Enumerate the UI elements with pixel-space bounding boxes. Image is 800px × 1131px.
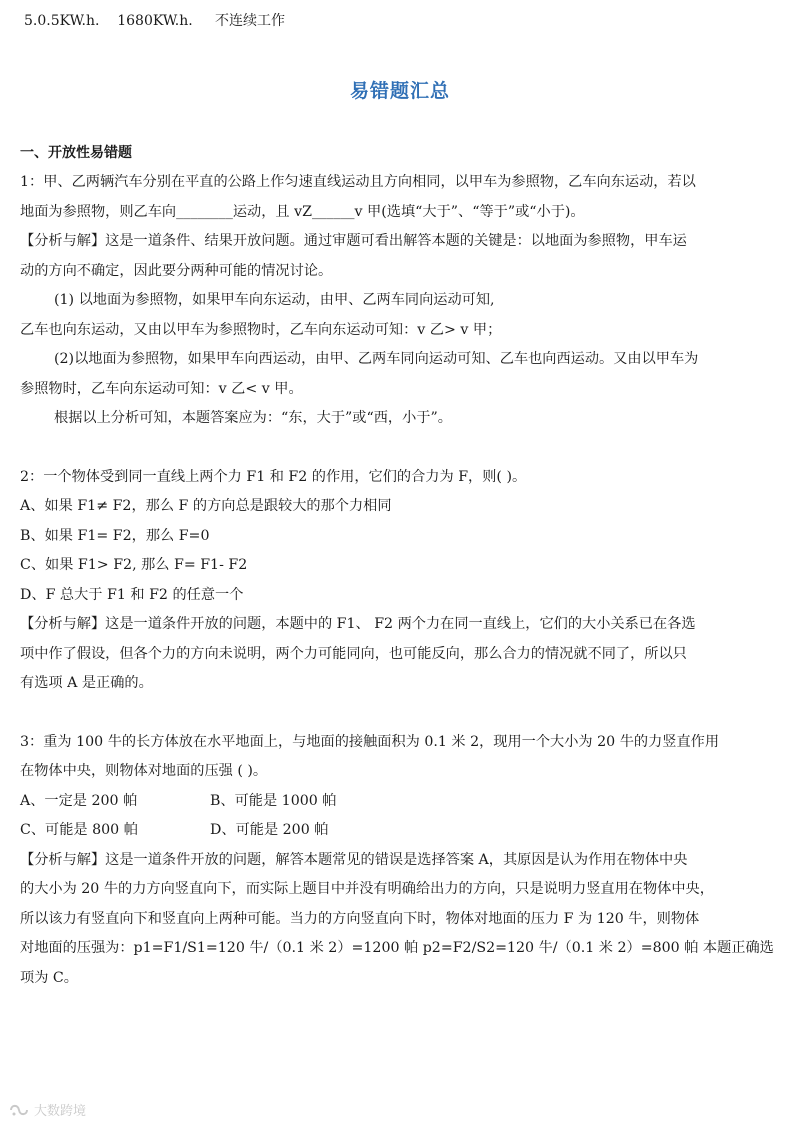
q1-conclusion: 根据以上分析可知，本题答案应为：“东，大于”或“西，小于”。 xyxy=(54,410,452,426)
q3-option-row xyxy=(20,787,780,817)
watermark xyxy=(8,1100,86,1119)
header-line: 5.0.5KW.h. 1680KW.h. 不连续工作 xyxy=(24,13,285,29)
q1-case2-line: (2)以地面为参照物，如果甲车向西运动，由甲、乙两车同向运动可知、乙车也向西运动。又由以甲车为 xyxy=(54,351,699,367)
q3-analysis-line: 所以该力有竖直向下和竖直向上两种可能。当力的方向竖直向下时，物体对地面的压力 F 为 120 牛，则物体 xyxy=(20,910,700,927)
section-title: 一、开放性易错题 xyxy=(20,145,132,161)
q3-option-a: A、一定是 200 帕 xyxy=(20,792,138,809)
q2-stem: 2：一个物体受到同一直线上两个力 F1 和 F2 的作用，它们的合力为 F，则( )。 xyxy=(20,468,527,485)
q2-option: C、如果 F1> F2, 那么 F= F1- F2 xyxy=(20,557,248,573)
q2-analysis-line: 有选项 A 是正确的。 xyxy=(20,675,153,691)
q1-line: 1：甲、乙两辆汽车分别在平直的公路上作匀速直线运动且方向相同，以甲车为参照物，乙车向东运动，若以 xyxy=(20,174,696,190)
q1-analysis-line: 【分析与解】这是一道条件、结果开放问题。通过审题可看出解答本题的关键是：以地面为参照物，甲车运 xyxy=(20,233,687,249)
document-body xyxy=(20,138,780,993)
q1-case1-line: (1) 以地面为参照物，如果甲车向东运动，由甲、乙两车同向运动可知, xyxy=(54,292,495,308)
q3-stem-line: 在物体中央，则物体对地面的压强 ( )。 xyxy=(20,763,268,779)
q3-option-d: D、可能是 200 帕 xyxy=(210,822,329,838)
q3-stem-line: 3：重为 100 牛的长方体放在水平地面上，与地面的接触面积为 0.1 米 2，现用一个大小为 20 牛的力竖直作用 xyxy=(20,733,720,750)
question-2 xyxy=(20,463,780,699)
q1-analysis-line: 动的方向不确定，因此要分两种可能的情况讨论。 xyxy=(20,262,333,279)
watermark-text: 大数跨境 xyxy=(34,1104,87,1119)
q3-option-row xyxy=(20,816,780,846)
q3-option-b: B、可能是 1000 帕 xyxy=(210,792,337,809)
q3-analysis-line: 【分析与解】这是一道条件开放的问题，解答本题常见的错误是选择答案 A，其原因是认为作用在物体中央 xyxy=(20,851,688,868)
q2-analysis-line: 项中作了假设，但各个力的方向未说明，两个力可能同向，也可能反向，那么合力的情况就不同了，所以只 xyxy=(20,645,687,662)
q1-case2-line: 参照物时，乙车向东运动可知：v 乙< v 甲。 xyxy=(20,380,303,397)
brand-logo-icon xyxy=(8,1102,30,1118)
q2-option: D、F 总大于 F1 和 F2 的任意一个 xyxy=(20,586,244,603)
page-title: 易错题汇总 xyxy=(349,80,450,102)
q3-option-c: C、可能是 800 帕 xyxy=(20,822,138,838)
q2-analysis-line: 【分析与解】这是一道条件开放的问题，本题中的 F1、 F2 两个力在同一直线上，它们的大小关系已在各选 xyxy=(20,616,696,632)
q2-option: B、如果 F1= F2，那么 F=0 xyxy=(20,527,210,544)
q1-case1-line: 乙车也向东运动，又由以甲车为参照物时，乙车向东运动可知：v 乙> v 甲； xyxy=(20,321,502,338)
q3-analysis-line: 对地面的压强为：p1=F1/S1=120 牛/（0.1 米 2）=1200 帕 p2=F2/S2=120 牛/（0.1 米 2）=800 帕 本题正确选 xyxy=(20,940,774,956)
question-1 xyxy=(20,168,780,434)
question-3 xyxy=(20,728,780,994)
q1-line: 地面为参照物，则乙车向________运动，且 vZ______v 甲(选填“大于”、“等于”或“小于)。 xyxy=(20,203,585,220)
q2-option: A、如果 F1≠ F2，那么 F 的方向总是跟较大的那个力相同 xyxy=(20,498,392,514)
q3-analysis-line: 项为 C。 xyxy=(20,969,78,986)
q3-analysis-line: 的大小为 20 牛的力方向竖直向下，而实际上题目中并没有明确给出力的方向，只是说明力竖直用在物体中央， xyxy=(20,881,714,897)
